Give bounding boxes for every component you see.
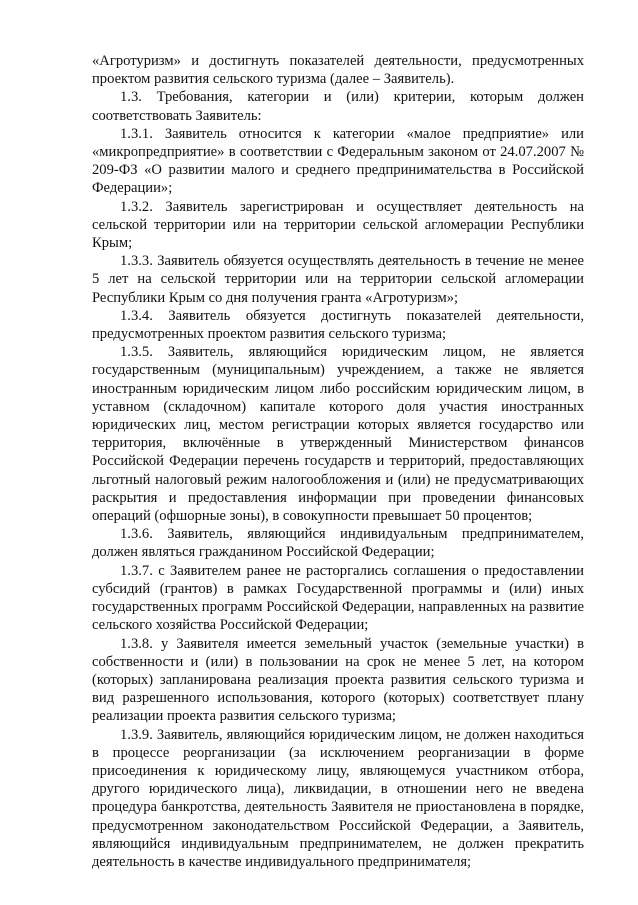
paragraph-1-3-3: 1.3.3. Заявитель обязуется осуществлять деятельность в течение не менее 5 лет на сельской территории или на территории сельской агломерации Республики Крым со дня получения гранта «Агротуризм»; [92, 253, 584, 306]
paragraph-1-3-4: 1.3.4. Заявитель обязуется достигнуть показателей деятельности, предусмотренных проектом развития сельского туризма; [92, 307, 584, 343]
paragraph-intro: «Агротуризм» и достигнуть показателей деятельности, предусмотренных проектом развития сельского туризма (далее – Заявитель). [92, 53, 584, 88]
document-body [92, 52, 584, 871]
paragraph-1-3-6: 1.3.6. Заявитель, являющийся индивидуальным предпринимателем, должен являться гражданином Российской Федерации; [92, 526, 584, 561]
paragraph-1-3-5: 1.3.5. Заявитель, являющийся юридическим лицом, не является государственным (муниципальным) учреждением, а также не является иностранным юридическим лицом либо российским юридическим лицом, в уставном (складочном) капитале которого доля участия иностранных юридических лиц, местом регистрации которых является государство или территория, включённые в утвержденный Министерством финансов Российской Федерации перечень государств и территорий, предоставляющих льготный налоговый режим налогообложения и (или) не предусматривающих раскрытия и предоставления информации при проведении финансовых операций (офшорные зоны), в совокупности превышает 50 процентов; [92, 344, 584, 525]
paragraph-1-3-9: 1.3.9. Заявитель, являющийся юридическим лицом, не должен находиться в процессе реорганизации (за исключением реорганизации в форме присоединения к юридическому лицу, являющемуся участником отбора, другого юридического лица), ликвидации, в отношении него не введена процедура банкротства, деятельность Заявителя не приостановлена в порядке, предусмотренном законодательством Российской Федерации, а Заявитель, являющийся индивидуальным предпринимателем, не должен прекратить деятельность в качестве индивидуального предпринимателя; [92, 726, 584, 870]
paragraph-1-3-2: 1.3.2. Заявитель зарегистрирован и осуществляет деятельность на сельской территории или на территории сельской агломерации Республики Крым; [92, 198, 584, 252]
paragraph-1-3-1: 1.3.1. Заявитель относится к категории «малое предприятие» или «микропредприятие» в соответствии с Федеральным законом от 24.07.2007 № 209-ФЗ «О развитии малого и среднего предпринимательства в Российской Федерации»; [92, 125, 584, 197]
paragraph-1-3: 1.3. Требования, категории и (или) критерии, которым должен соответствовать Заявитель: [92, 89, 584, 124]
paragraph-1-3-7: 1.3.7. с Заявителем ранее не расторгались соглашения о предоставлении субсидий (грантов) в рамках Государственной программы и (или) иных государственных программ Российской Федерации, направленных на развитие сельского хозяйства Российской Федерации; [92, 562, 584, 634]
paragraph-1-3-8: 1.3.8. у Заявителя имеется земельный участок (земельные участки) в собственности и (или) в пользовании на срок не менее 5 лет, на котором (которых) запланирована реализация проекта развития сельского туризма и вид разрешенного использования, которого (которых) соответствует плану реализации проекта развития сельского туризма; [92, 635, 584, 725]
